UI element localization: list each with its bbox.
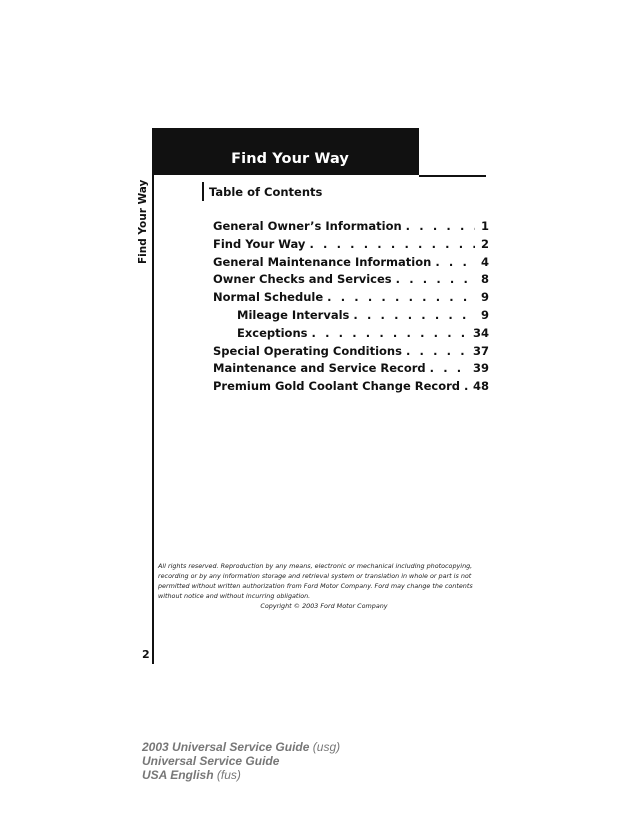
toc-entry-page: 8 xyxy=(480,272,489,287)
toc-entry[interactable] xyxy=(213,290,489,308)
toc-entry-title: Find Your Way xyxy=(213,236,306,251)
toc-entry-title: Maintenance and Service Record xyxy=(213,361,426,376)
toc-entry-page: 9 xyxy=(480,290,489,305)
toc-entry-page: 37 xyxy=(472,343,489,358)
toc-leader-dots xyxy=(327,290,475,304)
footer-line-1 xyxy=(142,740,340,754)
toc-entry-title: General Maintenance Information xyxy=(213,254,432,269)
table-of-contents xyxy=(213,219,489,397)
page-number: 2 xyxy=(142,648,150,661)
toc-leader-dots xyxy=(464,379,469,393)
toc-entry-page: 4 xyxy=(480,254,489,269)
toc-entry[interactable] xyxy=(213,272,489,290)
toc-entry[interactable] xyxy=(213,379,489,397)
toc-leader-dots xyxy=(396,272,475,286)
toc-entry-page: 9 xyxy=(480,307,489,322)
toc-leader-dots xyxy=(430,361,469,375)
left-margin-rule xyxy=(152,128,154,664)
footer-language-code: (fus) xyxy=(216,768,241,782)
toc-leader-dots xyxy=(353,308,475,322)
copyright-line: Copyright © 2003 Ford Motor Company xyxy=(260,602,388,610)
toc-leader-dots xyxy=(435,255,475,269)
side-tab-label: Find Your Way xyxy=(137,179,149,264)
toc-entry-page: 48 xyxy=(472,379,489,394)
toc-entry-title: General Owner’s Information xyxy=(213,219,402,233)
toc-leader-dots xyxy=(406,219,475,233)
toc-heading-marker xyxy=(202,182,204,201)
toc-subentry[interactable] xyxy=(213,308,489,326)
toc-leader-dots xyxy=(406,344,469,358)
toc-entry-title: Owner Checks and Services xyxy=(213,272,392,287)
footer-line-2 xyxy=(142,754,340,768)
toc-entry-page: 34 xyxy=(472,325,489,340)
toc-entry[interactable] xyxy=(213,237,489,255)
footer-guide-name: Universal Service Guide xyxy=(142,754,280,768)
toc-heading: Table of Contents xyxy=(209,185,323,199)
footer-guide-code: (usg) xyxy=(312,740,341,754)
toc-leader-dots xyxy=(309,237,475,251)
header-rule xyxy=(419,175,486,177)
toc-entry[interactable] xyxy=(213,344,489,362)
toc-entry-title: Special Operating Conditions xyxy=(213,343,402,358)
toc-subentry[interactable] xyxy=(213,326,489,344)
footer-line-3 xyxy=(142,768,340,782)
rights-notice-text: All rights reserved. Reproduction by any means, electronic or mechanical including photocopying, recording or by any information storage and retrieval system or translation in whole or part is not permitted without written authorization from Ford Motor Company. Ford may change the contents without notice and without incurring obligation. xyxy=(158,562,473,600)
toc-entry-title: Mileage Intervals xyxy=(237,307,350,322)
toc-entry-page: 1 xyxy=(480,219,489,233)
page-title: Find Your Way xyxy=(231,151,349,167)
toc-entry-page: 2 xyxy=(480,236,489,251)
footer-language: USA English xyxy=(142,768,214,782)
toc-leader-dots xyxy=(312,326,469,340)
toc-entry[interactable] xyxy=(213,219,489,237)
toc-entry[interactable] xyxy=(213,361,489,379)
toc-entry-title: Premium Gold Coolant Change Record xyxy=(213,379,461,394)
document-footer xyxy=(142,740,340,782)
footer-guide-title: 2003 Universal Service Guide xyxy=(142,740,310,754)
toc-entry-title: Exceptions xyxy=(237,325,308,340)
toc-entry-title: Normal Schedule xyxy=(213,290,324,305)
rights-notice xyxy=(158,561,490,611)
toc-entry-page: 39 xyxy=(472,361,489,376)
toc-entry[interactable] xyxy=(213,255,489,273)
